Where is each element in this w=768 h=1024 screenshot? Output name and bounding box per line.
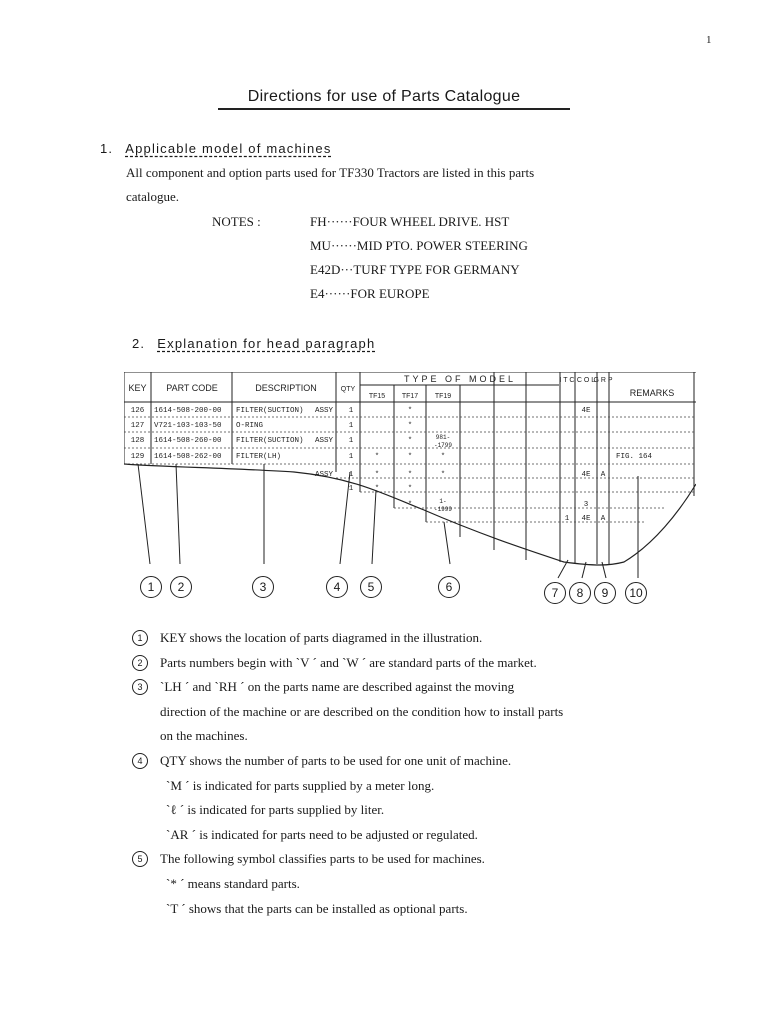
catalog-excerpt [124,372,696,602]
page-number: 1 [706,34,712,46]
explanation-continuation: direction of the machine or are described on the condition how to install parts [160,703,564,719]
leader-line-7 [558,560,568,578]
torn-edge-curve [124,464,696,565]
title-underline [218,108,570,110]
table-cell-part-code: V721-103-103-50 [154,422,222,430]
leader-line-6 [444,522,450,564]
table-cell-col: 4E [581,407,591,415]
table-cell-tf17: * [407,437,413,445]
explanation-subitem: ˋ* ˊ means standard parts. [166,875,300,891]
table-cell-tf19: 1- [439,498,447,505]
callout-9: 9 [594,582,616,604]
table-cell-tf19: 981- [435,434,451,441]
table-cell-assy: ASSY [314,407,333,415]
header-itc: I T C [559,377,575,384]
explanation-marker: 3 [132,679,148,695]
header-model-tf19: TF19 [434,393,452,400]
table-cell-description: FILTER(LH) [236,453,282,461]
table-cell-remarks: FIG. 164 [616,453,653,461]
explanation-text: Parts numbers begin with ˋV ˊ and ˋW ˊ are standard parts of the market. [160,654,537,670]
note-item [310,210,528,234]
section-2-number: 2. [132,336,146,351]
callout-6: 6 [438,576,460,598]
callout-1: 1 [140,576,162,598]
explanation-text: QTY shows the number of parts to be used for one unit of machine. [160,752,512,768]
table-cell-tf19: * [440,453,446,461]
table-cell-qty: 1 [348,422,354,430]
paragraph-line: catalogue. [126,189,180,204]
callout-8: 8 [569,582,591,604]
table-cell-key: 129 [130,453,145,461]
table-cell-key: 126 [130,407,145,415]
section-1-title: Applicable model of machines [125,141,332,156]
table-cell-col: 3 [583,501,589,509]
header-type-of-model: TYPE OF MODEL [403,374,517,384]
table-cell-assy: ASSY [314,471,333,479]
section-1-number: 1. [100,141,114,156]
explanation-text: The following symbol classifies parts to be used for machines. [160,851,485,867]
table-cell-tf17: * [407,471,413,479]
table-cell-part-code: 1614-508-262-00 [154,453,222,461]
header-qty: QTY [340,386,356,393]
table-cell-tf17: * [407,453,413,461]
header-model-tf15: TF15 [368,393,386,400]
leader-line-2 [176,464,180,564]
explanation-continuation: on the machines. [160,728,248,744]
table-cell-part-code: 1614-508-260-00 [154,437,222,445]
callout-10: 10 [625,582,647,604]
section-1-heading [100,141,332,156]
table-cell-tf17: * [407,485,413,493]
table-cell-col: 4E [581,471,591,479]
table-cell-key: 128 [130,437,145,445]
table-cell-assy: ASSY [314,437,333,445]
leader-line-5 [372,490,376,564]
table-cell-grp: A [600,515,606,523]
table-cell-tf17: * [407,501,413,509]
note-item [310,258,528,282]
table-cell-tf19: -1999 [433,506,453,513]
table-cell-description: O-RING [236,422,264,430]
note-item [310,234,528,258]
note-text: ···TURF TYPE FOR GERMANY [340,262,520,277]
note-text: ······FOUR WHEEL DRIVE. HST [326,214,510,229]
table-cell-tf17: * [407,407,413,415]
header-remarks: REMARKS [629,388,675,398]
explanation-marker: 1 [132,630,148,646]
header-part-code: PART CODE [166,383,218,393]
explanation-text: ˋLH ˊ and ˋRH ˊ on the parts name are described against the moving [160,679,515,695]
explanation-item [132,651,712,676]
note-text: ······FOR EUROPE [324,286,430,301]
note-code: E4 [310,286,325,301]
table-cell-qty: 1 [348,471,354,479]
table-cell-qty: 1 [348,485,354,493]
callout-5: 5 [360,576,382,598]
section-2-heading [132,336,375,351]
callout-7: 7 [544,582,566,604]
table-cell-tf19: -1799 [433,442,453,449]
explanation-item [132,626,712,651]
leader-line-1 [138,464,150,564]
table-cell-tf15: * [374,453,380,461]
explanation-marker: 2 [132,655,148,671]
document-title: Directions for use of Parts Catalogue [247,88,521,105]
explanation-marker: 5 [132,851,148,867]
note-item [310,282,528,306]
header-key: KEY [128,383,147,393]
note-text: ······MID PTO. POWER STEERING [330,238,528,253]
note-code: MU [310,238,331,253]
table-cell-qty: 1 [348,437,354,445]
explanation-list [132,626,712,921]
table-cell-tf15: * [374,485,380,493]
table-cell-tf19: * [440,471,446,479]
section-1-paragraph [126,161,706,209]
paragraph-line: All component and option parts used for TF330 Tractors are listed in this parts [126,165,535,180]
table-cell-qty: 1 [348,453,354,461]
header-grp: G R P [593,377,613,384]
explanation-item [132,675,712,700]
header-col: C O L [576,377,596,384]
table-cell-part-code: 1614-508-200-00 [154,407,222,415]
callout-2: 2 [170,576,192,598]
note-code: FH [310,214,327,229]
catalog-table-svg [124,372,696,602]
table-cell-key: 127 [130,422,145,430]
header-model-tf17: TF17 [401,393,419,400]
header-description: DESCRIPTION [255,383,317,393]
explanation-subitem: ˋT ˊ shows that the parts can be installed as optional parts. [166,900,468,916]
table-cell-itc: 1 [564,515,570,523]
note-code: E42D [310,262,341,277]
explanation-subitem: ˋℓ ˊ is indicated for parts supplied by liter. [166,802,385,818]
table-cell-grp: A [600,471,606,479]
table-cell-description: FILTER(SUCTION) [236,407,304,415]
explanation-item [132,749,712,774]
explanation-text: KEY shows the location of parts diagramed in the illustration. [160,630,483,645]
section-2-title: Explanation for head paragraph [157,336,376,351]
table-cell-tf17: * [407,422,413,430]
explanation-subitem: ˋM ˊ is indicated for parts supplied by a meter long. [166,777,435,793]
callout-3: 3 [252,576,274,598]
table-cell-tf15: * [374,471,380,479]
explanation-marker: 4 [132,753,148,769]
notes-list [310,210,528,306]
explanation-subitem: ˋAR ˊ is indicated for parts need to be adjusted or regulated. [166,826,478,842]
callout-4: 4 [326,576,348,598]
notes-label: NOTES : [212,214,261,229]
table-cell-col: 4E [581,515,591,523]
table-cell-qty: 1 [348,407,354,415]
table-cell-description: FILTER(SUCTION) [236,437,304,445]
explanation-item [132,847,712,872]
